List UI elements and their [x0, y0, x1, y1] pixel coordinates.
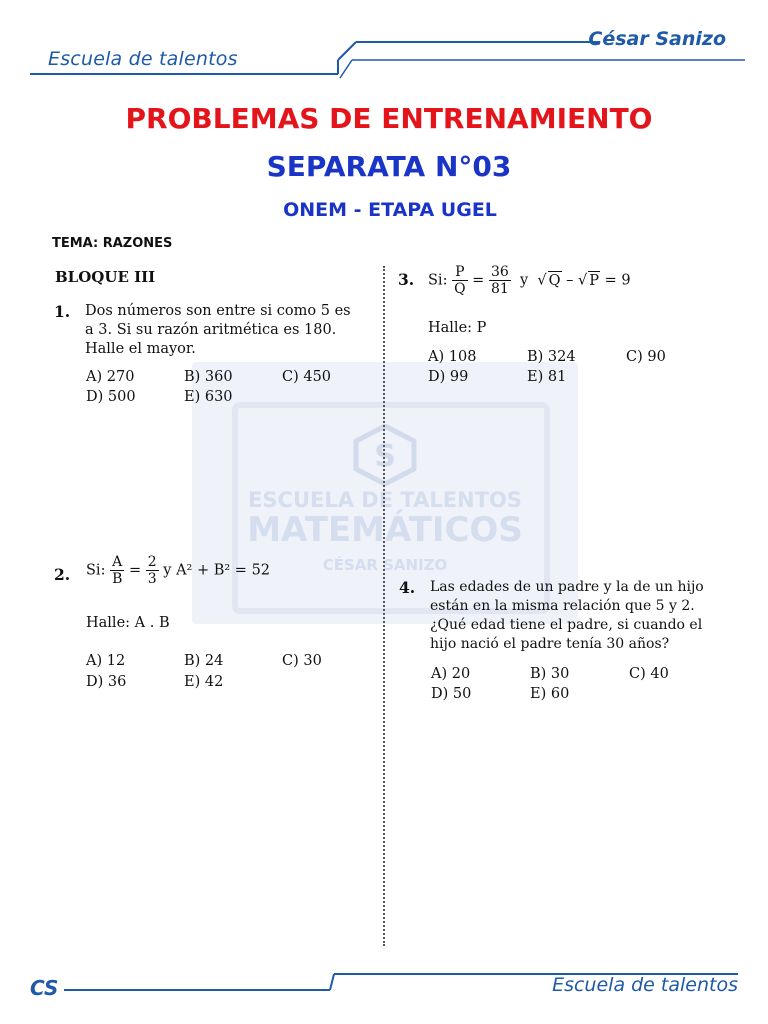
fraction-denominator: B — [112, 571, 123, 587]
problem-3-option-d: D) 99 — [428, 369, 469, 385]
problem-3-option-c: C) 90 — [626, 349, 666, 365]
problem-2-number: 2. — [54, 565, 71, 584]
problem-3-number: 3. — [398, 270, 415, 289]
fraction-numerator: P — [452, 264, 467, 281]
problem-1-option-d: D) 500 — [86, 389, 136, 405]
fraction-denominator: 3 — [147, 571, 157, 587]
fraction-p-q — [452, 264, 467, 297]
block-heading: BLOQUE III — [55, 268, 156, 286]
problem-4-option-d: D) 50 — [431, 686, 472, 702]
svg-text:S: S — [374, 439, 396, 474]
problem-2-option-c: C) 30 — [282, 653, 322, 669]
problem-1-option-e: E) 630 — [184, 389, 233, 405]
problem-2-formula — [86, 554, 270, 587]
watermark-line1: ESCUELA DE TALENTOS — [248, 488, 522, 512]
sqrt-p: P — [589, 272, 600, 289]
problem-4-option-b: B) 30 — [530, 666, 570, 682]
problem-1-text — [85, 302, 351, 359]
footer-brand: Escuela de talentos — [552, 974, 738, 996]
separata-title: SEPARATA N°03 — [266, 150, 512, 183]
problem-1-option-a: A) 270 — [86, 369, 135, 385]
column-divider — [383, 266, 385, 946]
watermark-line2: MATEMÁTICOS — [247, 510, 523, 550]
equals-sign: = — [472, 272, 485, 289]
conjunction-y: y — [519, 272, 529, 289]
problem-4-text — [430, 578, 704, 654]
problem-4-number: 4. — [399, 578, 416, 597]
minus-sign: – — [566, 272, 574, 289]
watermark-line3: CÉSAR SANIZO — [322, 556, 448, 574]
fraction-numerator: 2 — [147, 554, 157, 570]
fraction-36-81 — [489, 264, 511, 297]
problem-4-line: están en la misma relación que 5 y 2. — [430, 598, 695, 614]
problem-2-option-e: E) 42 — [184, 674, 224, 690]
problem-3-si: Si: — [428, 272, 448, 289]
equals-sign: = — [128, 562, 142, 579]
stage-subtitle: ONEM - ETAPA UGEL — [283, 199, 497, 221]
problem-3-formula — [428, 264, 631, 297]
sqrt-sign: √ — [537, 272, 547, 289]
fraction-denominator: 81 — [490, 281, 509, 297]
header-brand: Escuela de talentos — [48, 48, 238, 70]
problem-4-option-c: C) 40 — [629, 666, 669, 682]
fraction-a-b — [110, 554, 124, 587]
problem-4-option-e: E) 60 — [530, 686, 570, 702]
problem-3-option-b: B) 324 — [527, 349, 576, 365]
sqrt-sign: √ — [578, 272, 588, 289]
problem-1-line: a 3. Si su razón aritmética es 180. — [85, 322, 337, 338]
fraction-2-3 — [146, 554, 159, 587]
problem-2-si: Si: — [86, 562, 106, 579]
footer-logo: CS — [30, 976, 59, 1000]
problem-2-option-d: D) 36 — [86, 674, 127, 690]
header-author: César Sanizo — [588, 28, 726, 50]
problem-3-option-e: E) 81 — [527, 369, 567, 385]
page-title: PROBLEMAS DE ENTRENAMIENTO — [125, 102, 653, 135]
fraction-denominator: Q — [454, 281, 466, 297]
problem-2-option-b: B) 24 — [184, 653, 224, 669]
problem-1-line: Halle el mayor. — [85, 341, 196, 357]
problem-2-rest: y A² + B² = 52 — [163, 562, 271, 579]
problem-1-option-b: B) 360 — [184, 369, 233, 385]
problem-1-option-c: C) 450 — [282, 369, 332, 385]
problem-3-ask: Halle: P — [428, 320, 487, 336]
problem-4-line: Las edades de un padre y la de un hijo — [430, 579, 704, 595]
problem-1-number: 1. — [54, 302, 71, 321]
problem-4-line: ¿Qué edad tiene el padre, si cuando el — [430, 617, 703, 633]
problem-4-option-a: A) 20 — [431, 666, 471, 682]
problem-2-option-a: A) 12 — [86, 653, 126, 669]
sqrt-q: Q — [548, 272, 561, 289]
problem-2-ask: Halle: A . B — [86, 615, 170, 631]
problem-1-line: Dos números son entre si como 5 es — [85, 303, 351, 319]
fraction-numerator: A — [110, 554, 124, 571]
fraction-numerator: 36 — [490, 264, 509, 280]
problem-3-option-a: A) 108 — [428, 349, 477, 365]
problem-4-line: hijo nació el padre tenía 30 años? — [430, 636, 670, 652]
problem-3-rhs: = 9 — [604, 272, 631, 289]
topic-label: TEMA: RAZONES — [52, 236, 173, 251]
hexagon-s-logo-icon — [352, 424, 418, 486]
